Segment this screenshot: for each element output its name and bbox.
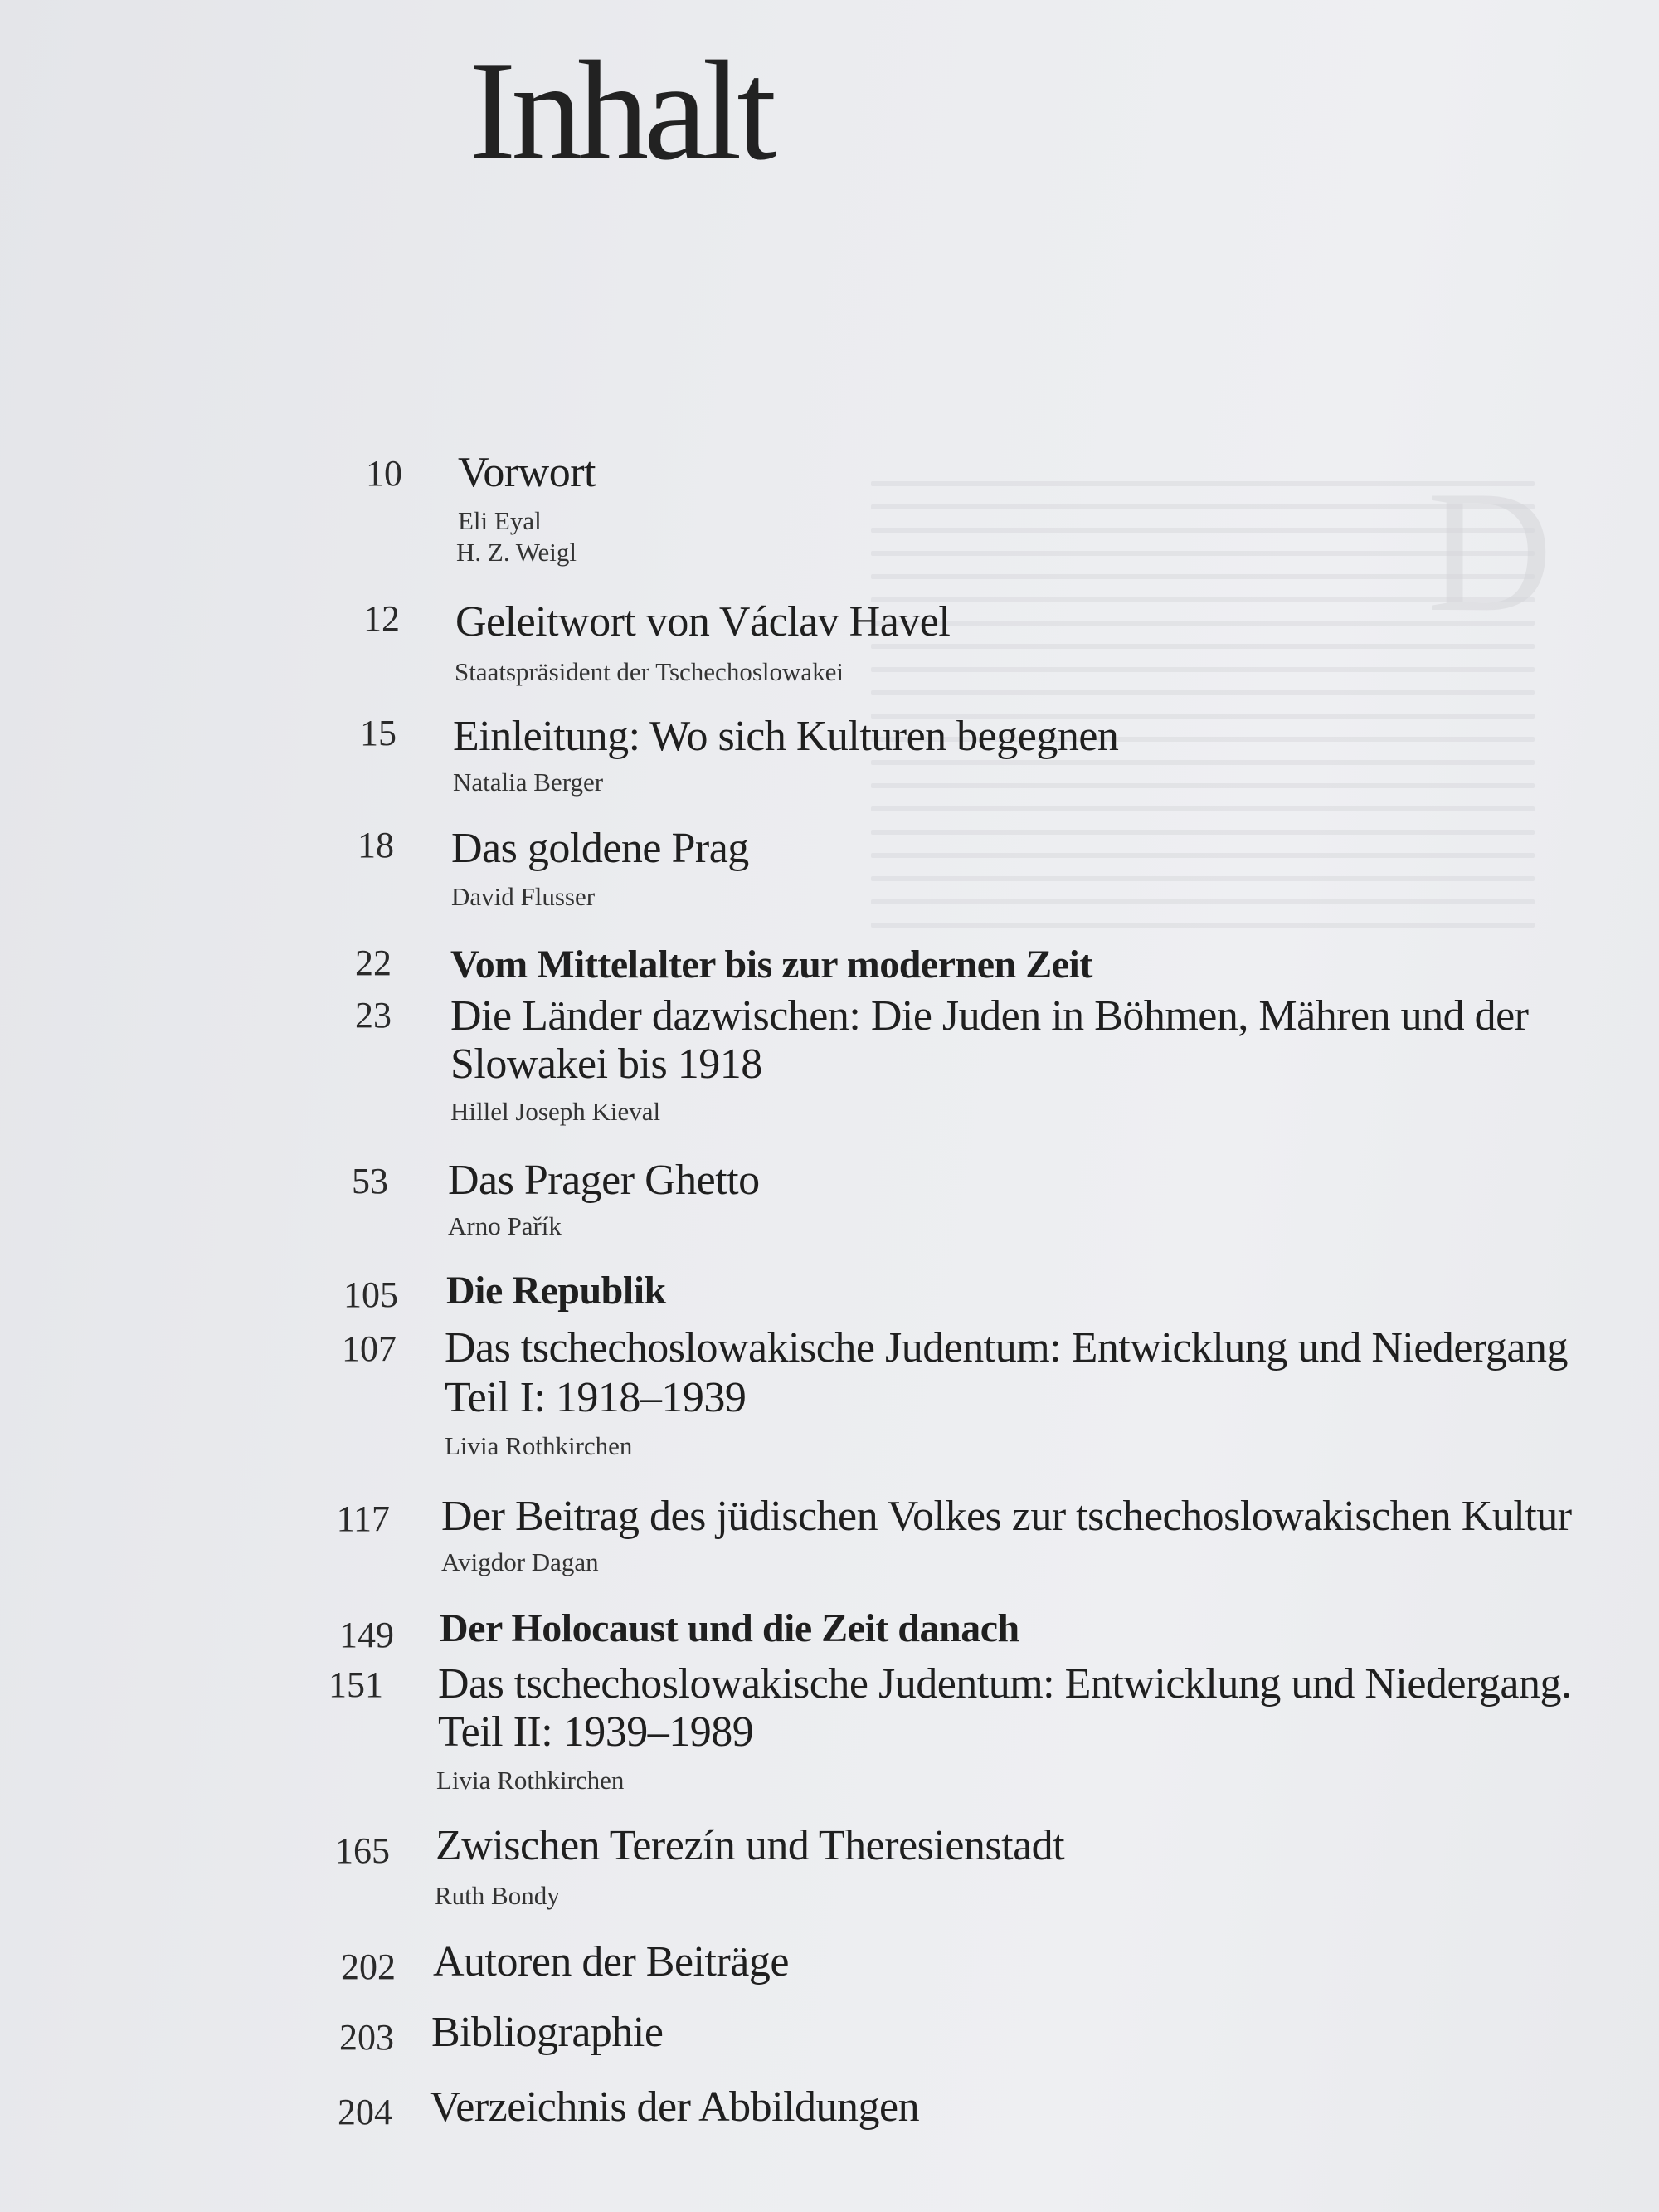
toc-heading: Das tschechoslowakische Judentum: Entwicklung und Niedergang bbox=[445, 1324, 1568, 1372]
page-number: 105 bbox=[343, 1274, 398, 1315]
page-number: 204 bbox=[338, 2092, 392, 2132]
toc-author: Ruth Bondy bbox=[435, 1881, 560, 1910]
toc-author: David Flusser bbox=[451, 882, 596, 911]
toc-heading: Der Beitrag des jüdischen Volkes zur tschechoslowakischen Kultur bbox=[441, 1493, 1572, 1540]
toc-author: Livia Rothkirchen bbox=[445, 1431, 633, 1460]
page-number: 18 bbox=[358, 825, 394, 865]
toc-heading: Geleitwort von Václav Havel bbox=[455, 598, 951, 646]
page-number: 10 bbox=[366, 453, 402, 494]
page-number: 22 bbox=[355, 943, 392, 983]
toc-heading: Die Länder dazwischen: Die Juden in Böhmen, Mähren und der bbox=[450, 992, 1529, 1040]
page-number: 23 bbox=[355, 995, 392, 1035]
toc-heading: Das Prager Ghetto bbox=[448, 1157, 760, 1204]
page-number: 12 bbox=[363, 598, 400, 639]
section-heading: Der Holocaust und die Zeit danach bbox=[440, 1606, 1019, 1650]
toc-author: Staatspräsident der Tschechoslowakei bbox=[455, 657, 844, 686]
page-number: 107 bbox=[342, 1328, 397, 1369]
toc-author: Livia Rothkirchen bbox=[436, 1766, 625, 1795]
toc-heading: Zwischen Terezín und Theresienstadt bbox=[435, 1822, 1065, 1869]
page-title: Inhalt bbox=[469, 32, 772, 190]
page-number: 53 bbox=[352, 1161, 388, 1201]
toc-heading: Vorwort bbox=[458, 449, 596, 496]
toc-author: Avigdor Dagan bbox=[441, 1547, 599, 1576]
section-heading: Die Republik bbox=[446, 1269, 666, 1313]
toc-heading: Das tschechoslowakische Judentum: Entwicklung und Niedergang. bbox=[438, 1660, 1572, 1708]
page-number: 165 bbox=[335, 1830, 390, 1871]
toc-author: Natalia Berger bbox=[453, 767, 604, 797]
toc-author: Arno Pařík bbox=[448, 1211, 562, 1240]
toc-heading: Das goldene Prag bbox=[451, 825, 749, 872]
facing-page-bleedthrough: D bbox=[1427, 456, 1553, 648]
toc-heading-continuation: Teil II: 1939–1989 bbox=[438, 1708, 754, 1756]
page-number: 203 bbox=[339, 2017, 394, 2058]
page-number: 149 bbox=[339, 1615, 394, 1655]
toc-heading: Verzeichnis der Abbildungen bbox=[430, 2083, 920, 2131]
page-number: 117 bbox=[336, 1498, 390, 1539]
toc-heading: Einleitung: Wo sich Kulturen begegnen bbox=[453, 713, 1119, 760]
toc-author: Eli Eyal bbox=[458, 506, 542, 535]
section-heading: Vom Mittelalter bis zur modernen Zeit bbox=[450, 943, 1092, 987]
toc-heading: Bibliographie bbox=[431, 2009, 664, 2056]
toc-author: Hillel Joseph Kieval bbox=[450, 1097, 661, 1126]
toc-heading: Autoren der Beiträge bbox=[433, 1938, 789, 1985]
page-number: 151 bbox=[328, 1664, 383, 1705]
page-number: 202 bbox=[341, 1946, 396, 1987]
toc-author: H. Z. Weigl bbox=[456, 538, 577, 567]
page-number: 15 bbox=[360, 713, 397, 753]
toc-heading-continuation: Slowakei bis 1918 bbox=[450, 1040, 762, 1088]
toc-heading-continuation: Teil I: 1918–1939 bbox=[445, 1374, 747, 1421]
